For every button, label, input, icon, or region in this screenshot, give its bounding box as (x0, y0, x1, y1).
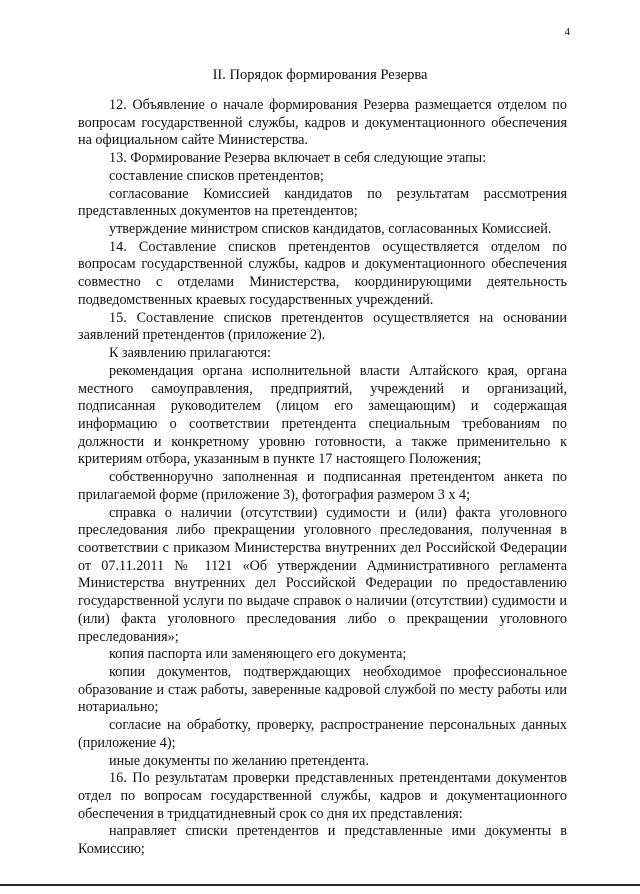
list-item: копии документов, подтверждающих необходимое профессиональное образование и стаж работы, заверенные кадровой службой по месту работы или нотариально; (78, 664, 567, 716)
section-title: II. Порядок формирования Резерва (212, 67, 428, 83)
list-item: справка о наличии (отсутствии) судимости и (или) факта уголовного преследования либо прекращении уголовного преследования, полученная в соответствии с приказом Министерства внутренних дел Российской Федерации от 07.11.2011 № 1121 «Об утверждении Административного регламента Министерства внутренних дел Российской Федерации по предоставлению государственной услуги по выдаче справок о наличии (отсутствии) судимости и (или) факта уголовного преследования либо о прекращении уголовного преследования»; (78, 504, 567, 645)
list-item: собственноручно заполненная и подписанная претендентом анкета по прилагаемой форме (приложение 3), фотография размером 3 х 4; (78, 469, 567, 503)
paragraph-13: 13. Формирование Резерва включает в себя следующие этапы: (109, 150, 487, 167)
paragraph-14: 14. Составление списков претендентов осуществляется отделом по вопросам государственной службы, кадров и документационного обеспечения совместно с отделами Министерства, координирующими деятельность подведомственных краевых государственных учреждений. (78, 238, 567, 308)
list-item: согласие на обработку, проверку, распространение персональных данных (приложение 4); (78, 717, 567, 751)
paragraph-15: 15. Составление списков претендентов осуществляется на основании заявлений претендентов (приложение 2). (78, 309, 567, 344)
list-item: направляет списки претендентов и представленные ими документы в Комиссию; (78, 823, 567, 858)
list-item: иные документы по желанию претендента. (109, 752, 369, 769)
attachments-intro: К заявлению прилагаются: (109, 345, 271, 362)
document-body (78, 97, 567, 859)
list-item: рекомендация органа исполнительной власти Алтайского края, органа местного самоуправления, предприятий, учреждений и организаций, подписанная руководителем (лицом его замещающим) и содержащая информацию о соответствии претендента специальным требованиям по должности и конкретному уровню готовности, а также применительно к критериям отбора, указанным в пункте 17 настоящего Положения; (78, 362, 567, 468)
paragraph-12: 12. Объявление о начале формирования Резерва размещается отделом по вопросам государственной службы, кадров и документационного обеспечения на официальном сайте Министерства. (78, 97, 567, 149)
page-number: 4 (564, 26, 570, 38)
paragraph-16: 16. По результатам проверки представленных претендентами документов отдел по вопросам государственной службы, кадров и документационного обеспечения в тридцатидневный срок со дня их представления: (78, 770, 567, 822)
list-item: составление списков претендентов; (109, 167, 324, 184)
list-item: утверждение министром списков кандидатов, согласованных Комиссией. (109, 221, 552, 238)
list-item: копия паспорта или заменяющего его документа; (109, 646, 407, 663)
list-item: согласование Комиссией кандидатов по результатам рассмотрения представленных документов на претендентов; (78, 185, 567, 220)
bottom-rule (0, 884, 640, 886)
